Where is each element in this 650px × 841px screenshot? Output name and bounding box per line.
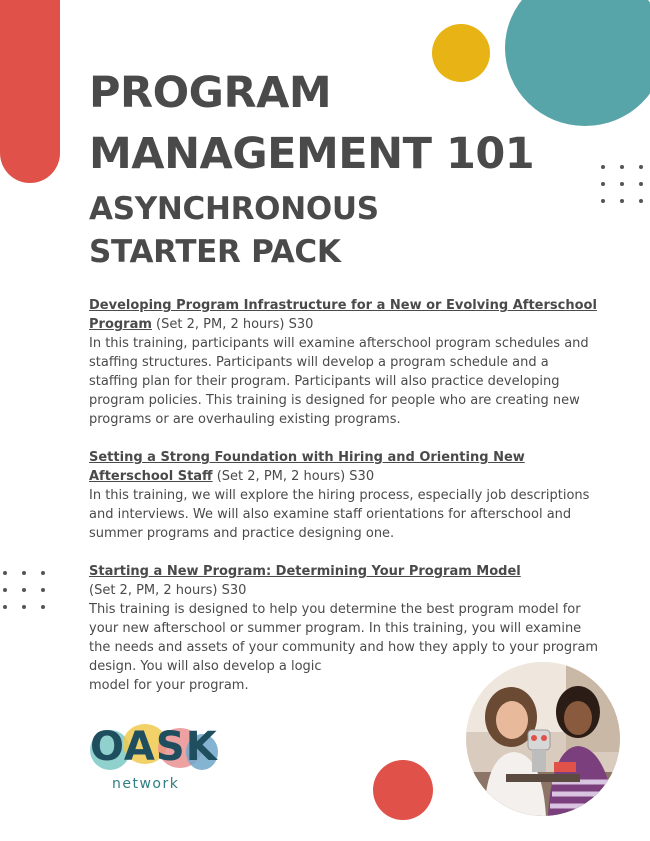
- title-line-2: MANAGEMENT 101: [89, 129, 535, 179]
- red-bar-decoration: [0, 0, 60, 183]
- training-list: [89, 296, 599, 714]
- oask-network-logo: [90, 722, 220, 797]
- training-heading-link[interactable]: Starting a New Program: Determining Your Program Model: [89, 564, 521, 579]
- training-details: (Set 2, PM, 2 hours) S30: [156, 317, 314, 332]
- training-description: In this training, participants will examine afterschool program schedules and staffing structures. Participants will develop a program schedule and a staffing plan for their program. Participants will also practice developing program policies. This training is designed for people who are creating new programs or are overhauling existing programs.: [89, 336, 589, 427]
- training-details: (Set 2, PM, 2 hours) S30: [89, 583, 247, 598]
- training-heading-link[interactable]: Setting a Strong Foundation with Hiring and Orienting New Afterschool Staff: [89, 450, 525, 484]
- students-robot-photo: [466, 662, 620, 816]
- title-line-1: PROGRAM: [89, 68, 332, 118]
- training-description: This training is designed to help you determine the best program model for your new afterschool or summer program. In this training, you will examine the needs and assets of your community and how they apply to your program design. You will also develop a logic: [89, 602, 599, 674]
- title-line-3: ASYNCHRONOUS: [89, 191, 379, 227]
- dot-grid-decoration-right: [601, 165, 643, 203]
- training-description: In this training, we will explore the hiring process, especially job descriptions and interviews. We will also examine staff orientations for afterschool and summer programs and practice designing one.: [89, 488, 590, 541]
- training-description-end: model for your program.: [89, 678, 249, 693]
- training-item: [89, 448, 599, 543]
- title-line-4: STARTER PACK: [89, 234, 341, 270]
- training-heading-link[interactable]: Developing Program Infrastructure for a New or Evolving Afterschool Program: [89, 298, 597, 332]
- training-details: (Set 2, PM, 2 hours) S30: [216, 469, 375, 484]
- logo-subtitle: network: [112, 776, 180, 792]
- dot-grid-decoration-left: [3, 571, 45, 609]
- page-title: [89, 68, 535, 280]
- training-item: [89, 296, 599, 429]
- red-circle-decoration: [373, 760, 433, 820]
- logo-wordmark: OASK: [90, 724, 218, 770]
